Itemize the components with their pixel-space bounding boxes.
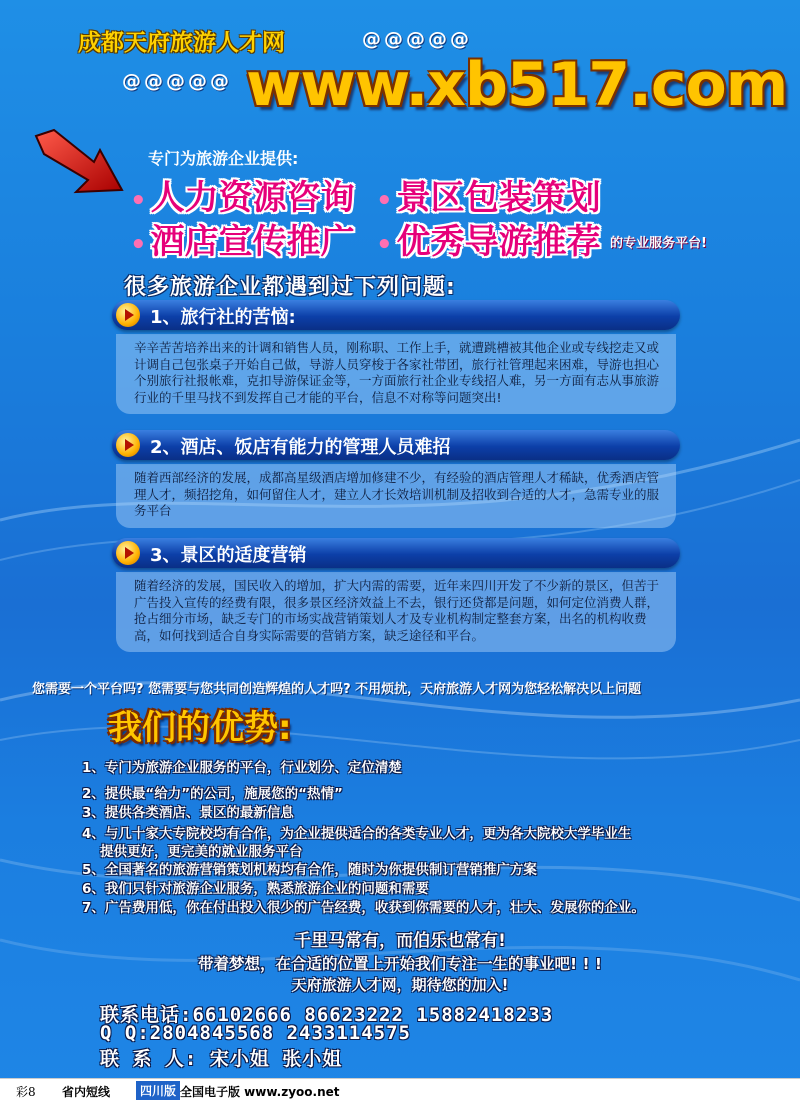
bullet-icon: • xyxy=(376,230,393,260)
problem-body: 辛辛苦苦培养出来的计调和销售人员，刚称职、工作上手，就遭跳槽被其他企业或专线挖走又或计调自己包张桌子开始自己做，导游人员穿梭于各家社带团，旅行社管理起来困难，导游也担心个别旅行社报帐难，克扣导游保证金等，一方面旅行社企业专线招人难，另一方面有志从事旅游行业的千里马找不到发挥自己才能的平台，信息不对称等问题突出! xyxy=(116,334,676,414)
brand-name: 成都天府旅游人才网 xyxy=(78,30,285,56)
problem-card-travel-agency xyxy=(112,300,680,414)
service-guide-recommendation xyxy=(376,214,601,263)
slogan: 天府旅游人才网，期待您的加入! xyxy=(291,976,509,994)
problem-body: 随着经济的发展，国民收入的增加，扩大内需的需要，近年来四川开发了不少新的景区，但苦于广告投入宣传的经费有限，很多景区经济效益上不去，银行还贷都是问题，如何定位消费人群，抢占细分市场，缺乏专门的市场实战营销策划人才及专业机构制定整套方案，出名的机构收费高，如何找到适合自身实际需要的营销方案，缺乏途径和平台。 xyxy=(116,572,676,652)
page-number: 彩8 xyxy=(16,1085,36,1099)
play-icon xyxy=(116,303,140,327)
service-label: 酒店宣传推广 xyxy=(150,222,355,262)
service-label: 景区包装策划 xyxy=(396,178,601,218)
problem-title: 1、旅行社的苦恼: xyxy=(150,307,296,328)
problems-heading: 很多旅游企业都遇到过下列问题: xyxy=(124,275,456,300)
service-label: 人力资源咨询 xyxy=(150,178,355,218)
service-label: 优秀导游推荐 xyxy=(396,222,601,262)
problem-card-hotel xyxy=(112,430,680,528)
bullet-icon: • xyxy=(130,186,147,216)
section-name: 省内短线 xyxy=(62,1085,111,1099)
service-hotel-promotion xyxy=(130,214,355,263)
contact-person: 联 系 人: 宋小姐 张小姐 xyxy=(100,1048,343,1070)
problem-title-bar xyxy=(112,430,680,460)
advantage-item: 5、全国著名的旅游营销策划机构均有合作，随时为你提供制订营销推广方案 xyxy=(82,862,537,878)
advantage-item: 7、广告费用低，你在付出投入很少的广告经费，收获到你需要的人才，壮大、发展你的企业。 xyxy=(82,900,645,916)
services-suffix: 的专业服务平台! xyxy=(610,236,707,251)
footer-site[interactable]: 全国电子版 www.zyoo.net xyxy=(180,1085,340,1099)
advantages-heading: 我们的优势: xyxy=(108,708,292,748)
service-scenic-planning xyxy=(376,170,601,219)
services-intro: 专门为旅游企业提供: xyxy=(148,149,299,168)
slogan: 带着梦想，在合适的位置上开始我们专注一生的事业吧! ! ! xyxy=(197,955,602,973)
at-symbol-row: @@@@@ xyxy=(362,28,472,50)
contact-phone: 联系电话:66102666 86623222 15882418233 xyxy=(100,1004,554,1026)
play-icon xyxy=(116,433,140,457)
red-arrow-icon xyxy=(30,128,130,198)
problem-title-bar xyxy=(112,300,680,330)
problem-card-scenic-marketing xyxy=(112,538,680,652)
site-url[interactable]: www.xb517.com xyxy=(246,50,788,120)
problem-body: 随着西部经济的发展，成都高星级酒店增加修建不少，有经验的酒店管理人才稀缺，优秀酒店管理人才，频招挖角，如何留住人才，建立人才长效培训机制及招收到合适的人才，急需专业的服务平台 xyxy=(116,464,676,528)
contact-qq: Q Q:2804845568 2433114575 xyxy=(100,1022,411,1044)
service-hr-consulting xyxy=(130,170,355,219)
bullet-icon: • xyxy=(376,186,393,216)
problem-title-bar xyxy=(112,538,680,568)
advantage-item: 2、提供最“给力”的公司，施展您的“热情” xyxy=(82,786,343,802)
advantage-item: 3、提供各类酒店、景区的最新信息 xyxy=(82,805,294,821)
page-footer xyxy=(0,1078,800,1100)
advantage-item: 6、我们只针对旅游企业服务，熟悉旅游企业的问题和需要 xyxy=(82,881,429,897)
bullet-icon: • xyxy=(130,230,147,260)
play-icon xyxy=(116,541,140,565)
at-symbol-row: @@@@@ xyxy=(122,70,232,92)
problem-title: 3、景区的适度营销 xyxy=(150,545,307,566)
edition-badge: 四川版 xyxy=(136,1081,180,1100)
advantage-item: 1、专门为旅游企业服务的平台，行业划分、定位清楚 xyxy=(82,760,402,776)
advantage-item-continuation: 提供更好，更完美的就业服务平台 xyxy=(100,844,303,860)
slogan: 千里马常有，而伯乐也常有! xyxy=(294,931,506,951)
advantage-item: 4、与几十家大专院校均有合作，为企业提供适合的各类专业人才，更为各大院校大学毕业生 xyxy=(82,826,632,842)
problem-title: 2、酒店、饭店有能力的管理人员难招 xyxy=(150,437,451,458)
call-to-action-question: 您需要一个平台吗? 您需要与您共同创造辉煌的人才吗? 不用烦扰，天府旅游人才网为您轻松解决以上问题 xyxy=(32,682,642,697)
